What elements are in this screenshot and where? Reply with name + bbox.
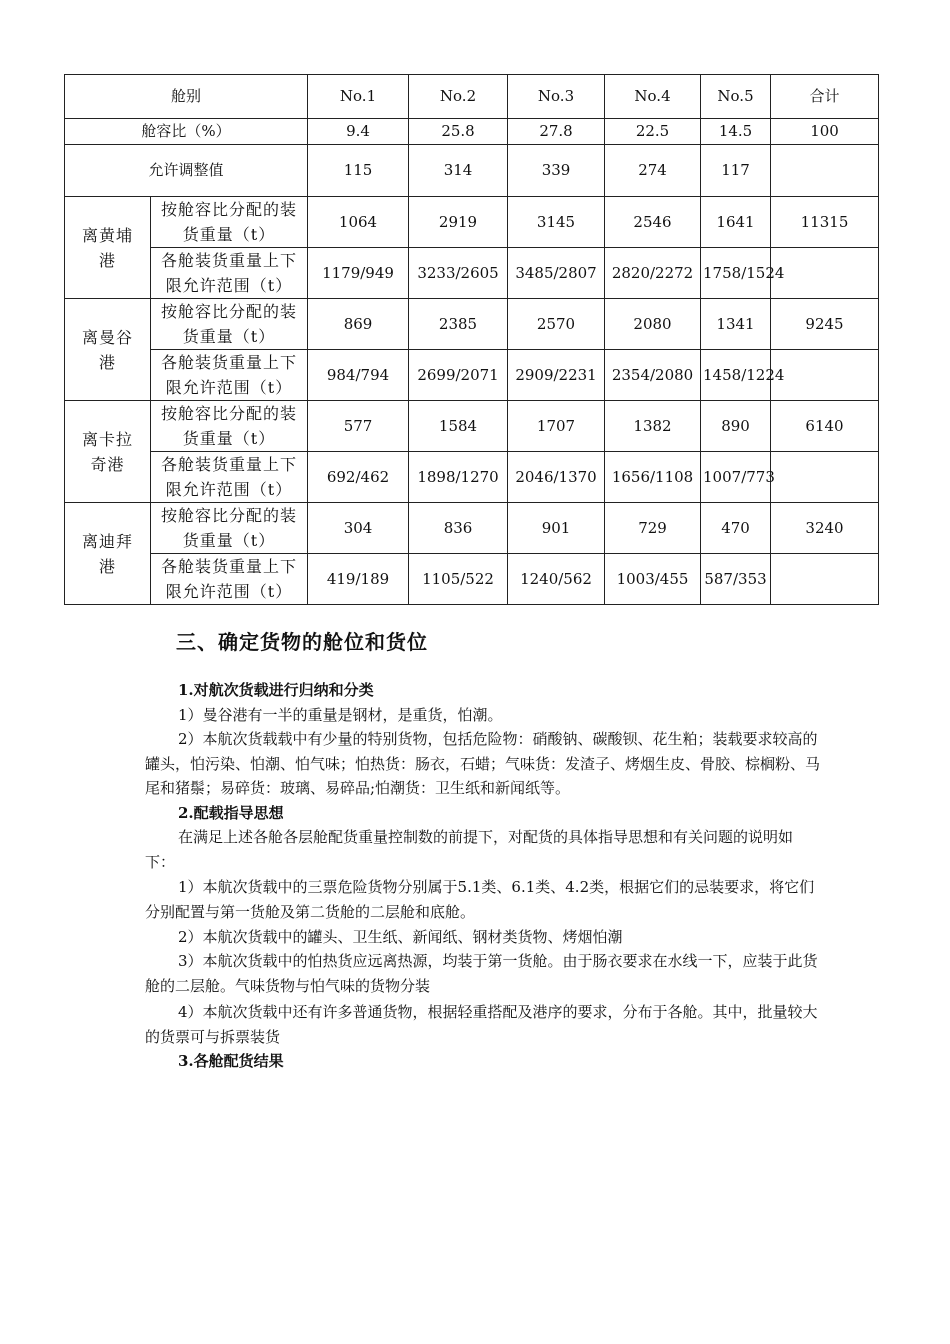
row-label: 各舱装货重量上下 限允许范围（t） (151, 248, 308, 299)
table-cell: 984/794 (308, 350, 409, 401)
header-cell: No.1 (308, 75, 409, 119)
table-cell: 3485/2807 (508, 248, 605, 299)
row-label: 按舱容比分配的装 货重量（t） (151, 299, 308, 350)
table-cell: 1707 (508, 401, 605, 452)
row-label: 允许调整值 (65, 145, 308, 197)
row-label: 按舱容比分配的装 货重量（t） (151, 503, 308, 554)
table-cell: 2080 (605, 299, 701, 350)
table-cell: 1007/773 (701, 452, 771, 503)
header-cell: No.4 (605, 75, 701, 119)
table-cell: 869 (308, 299, 409, 350)
table-cell: 2909/2231 (508, 350, 605, 401)
port-name: 离卡拉 奇港 (65, 401, 151, 503)
row-label: 舱容比（%） (65, 119, 308, 145)
ratio-row (65, 119, 879, 145)
table-cell: 2570 (508, 299, 605, 350)
table-cell: 1382 (605, 401, 701, 452)
table-cell (771, 554, 879, 605)
table-cell: 14.5 (701, 119, 771, 145)
table-cell (771, 350, 879, 401)
table-header-row (65, 75, 879, 119)
paragraph: 1）曼谷港有一半的重量是钢材，是重货，怕潮。 (178, 706, 503, 724)
header-cell: No.2 (409, 75, 508, 119)
port-alloc-row (65, 197, 879, 248)
row-label: 按舱容比分配的装 货重量（t） (151, 401, 308, 452)
section-title: 三、确定货物的舱位和货位 (176, 630, 428, 654)
row-label: 各舱装货重量上下 限允许范围（t） (151, 452, 308, 503)
header-cell: No.3 (508, 75, 605, 119)
row-label: 按舱容比分配的装 货重量（t） (151, 197, 308, 248)
port-range-row (65, 248, 879, 299)
table-cell: 2820/2272 (605, 248, 701, 299)
table-cell: 6140 (771, 401, 879, 452)
table-cell: 1064 (308, 197, 409, 248)
table-cell: 1898/1270 (409, 452, 508, 503)
table-cell: 901 (508, 503, 605, 554)
port-range-row (65, 350, 879, 401)
paragraph: 2）本航次货载载中有少量的特别货物，包括危险物：硝酸钠、碳酸钡、花生粕；装载要求较高的罐头，怕污染、怕潮、怕气味；怕热货：肠衣，石蜡；气味货：发渣子、烤烟生皮、骨胶、棕榈粉、马尾和猪鬃；易碎货：玻璃、易碎品;怕潮货：卫生纸和新闻纸等。 (145, 730, 821, 798)
table-cell: 1240/562 (508, 554, 605, 605)
table-cell: 1003/455 (605, 554, 701, 605)
port-name: 离迪拜 港 (65, 503, 151, 605)
table-cell: 419/189 (308, 554, 409, 605)
table-cell (771, 248, 879, 299)
table-cell: 274 (605, 145, 701, 197)
table-cell: 587/353 (701, 554, 771, 605)
port-range-row (65, 554, 879, 605)
table-cell: 1584 (409, 401, 508, 452)
header-cell: 合计 (771, 75, 879, 119)
table-cell: 1641 (701, 197, 771, 248)
subheading-guideline: 2.配载指导思想 (178, 804, 284, 822)
table-cell: 3240 (771, 503, 879, 554)
paragraph: 在满足上述各舱各层舱配货重量控制数的前提下，对配货的具体指导思想和有关问题的说明如下： (145, 828, 794, 871)
table-cell: 3233/2605 (409, 248, 508, 299)
table-cell: 2699/2071 (409, 350, 508, 401)
row-label: 各舱装货重量上下 限允许范围（t） (151, 350, 308, 401)
table-cell: 2919 (409, 197, 508, 248)
adjust-row (65, 145, 879, 197)
port-name: 离黄埔 港 (65, 197, 151, 299)
table-cell: 339 (508, 145, 605, 197)
table-cell: 890 (701, 401, 771, 452)
table-cell: 1458/1224 (701, 350, 771, 401)
header-cell: 舱别 (65, 75, 308, 119)
subheading-classification: 1.对航次货载进行归纳和分类 (178, 681, 374, 699)
table-cell: 577 (308, 401, 409, 452)
table-cell: 25.8 (409, 119, 508, 145)
table-cell: 836 (409, 503, 508, 554)
cargo-allocation-table (64, 74, 879, 605)
table-cell (771, 145, 879, 197)
table-cell: 22.5 (605, 119, 701, 145)
paragraph: 1）本航次货载中的三票危险货物分别属于5.1类、6.1类、4.2类，根据它们的忌装要求，将它们分别配置与第一货舱及第二货舱的二层舱和底舱。 (145, 878, 815, 921)
port-alloc-row (65, 401, 879, 452)
table-cell: 1758/1524 (701, 248, 771, 299)
table-cell: 470 (701, 503, 771, 554)
table-cell: 2046/1370 (508, 452, 605, 503)
row-label: 各舱装货重量上下 限允许范围（t） (151, 554, 308, 605)
table-cell: 304 (308, 503, 409, 554)
table-cell: 11315 (771, 197, 879, 248)
paragraph: 4）本航次货载中还有许多普通货物，根据轻重搭配及港序的要求，分布于各舱。其中，批量较大的货票可与拆票装货 (145, 1003, 818, 1046)
table-cell: 1341 (701, 299, 771, 350)
table-cell: 27.8 (508, 119, 605, 145)
table-cell: 9.4 (308, 119, 409, 145)
port-range-row (65, 452, 879, 503)
table-cell: 2385 (409, 299, 508, 350)
table-cell: 692/462 (308, 452, 409, 503)
port-alloc-row (65, 299, 879, 350)
table-cell: 9245 (771, 299, 879, 350)
table-cell: 1656/1108 (605, 452, 701, 503)
table-cell: 115 (308, 145, 409, 197)
subheading-result: 3.各舱配货结果 (178, 1052, 284, 1070)
table-cell: 1179/949 (308, 248, 409, 299)
header-cell: No.5 (701, 75, 771, 119)
table-cell (771, 452, 879, 503)
paragraph: 3）本航次货载中的怕热货应远离热源，均装于第一货舱。由于肠衣要求在水线一下，应装于此货舱的二层舱。气味货物与怕气味的货物分装 (145, 952, 818, 995)
table-cell: 2546 (605, 197, 701, 248)
port-name: 离曼谷 港 (65, 299, 151, 401)
table-cell: 3145 (508, 197, 605, 248)
paragraph: 2）本航次货载中的罐头、卫生纸、新闻纸、钢材类货物、烤烟怕潮 (178, 928, 623, 946)
table-cell: 1105/522 (409, 554, 508, 605)
port-alloc-row (65, 503, 879, 554)
table-cell: 2354/2080 (605, 350, 701, 401)
table-cell: 729 (605, 503, 701, 554)
table-cell: 117 (701, 145, 771, 197)
table-cell: 100 (771, 119, 879, 145)
table-cell: 314 (409, 145, 508, 197)
